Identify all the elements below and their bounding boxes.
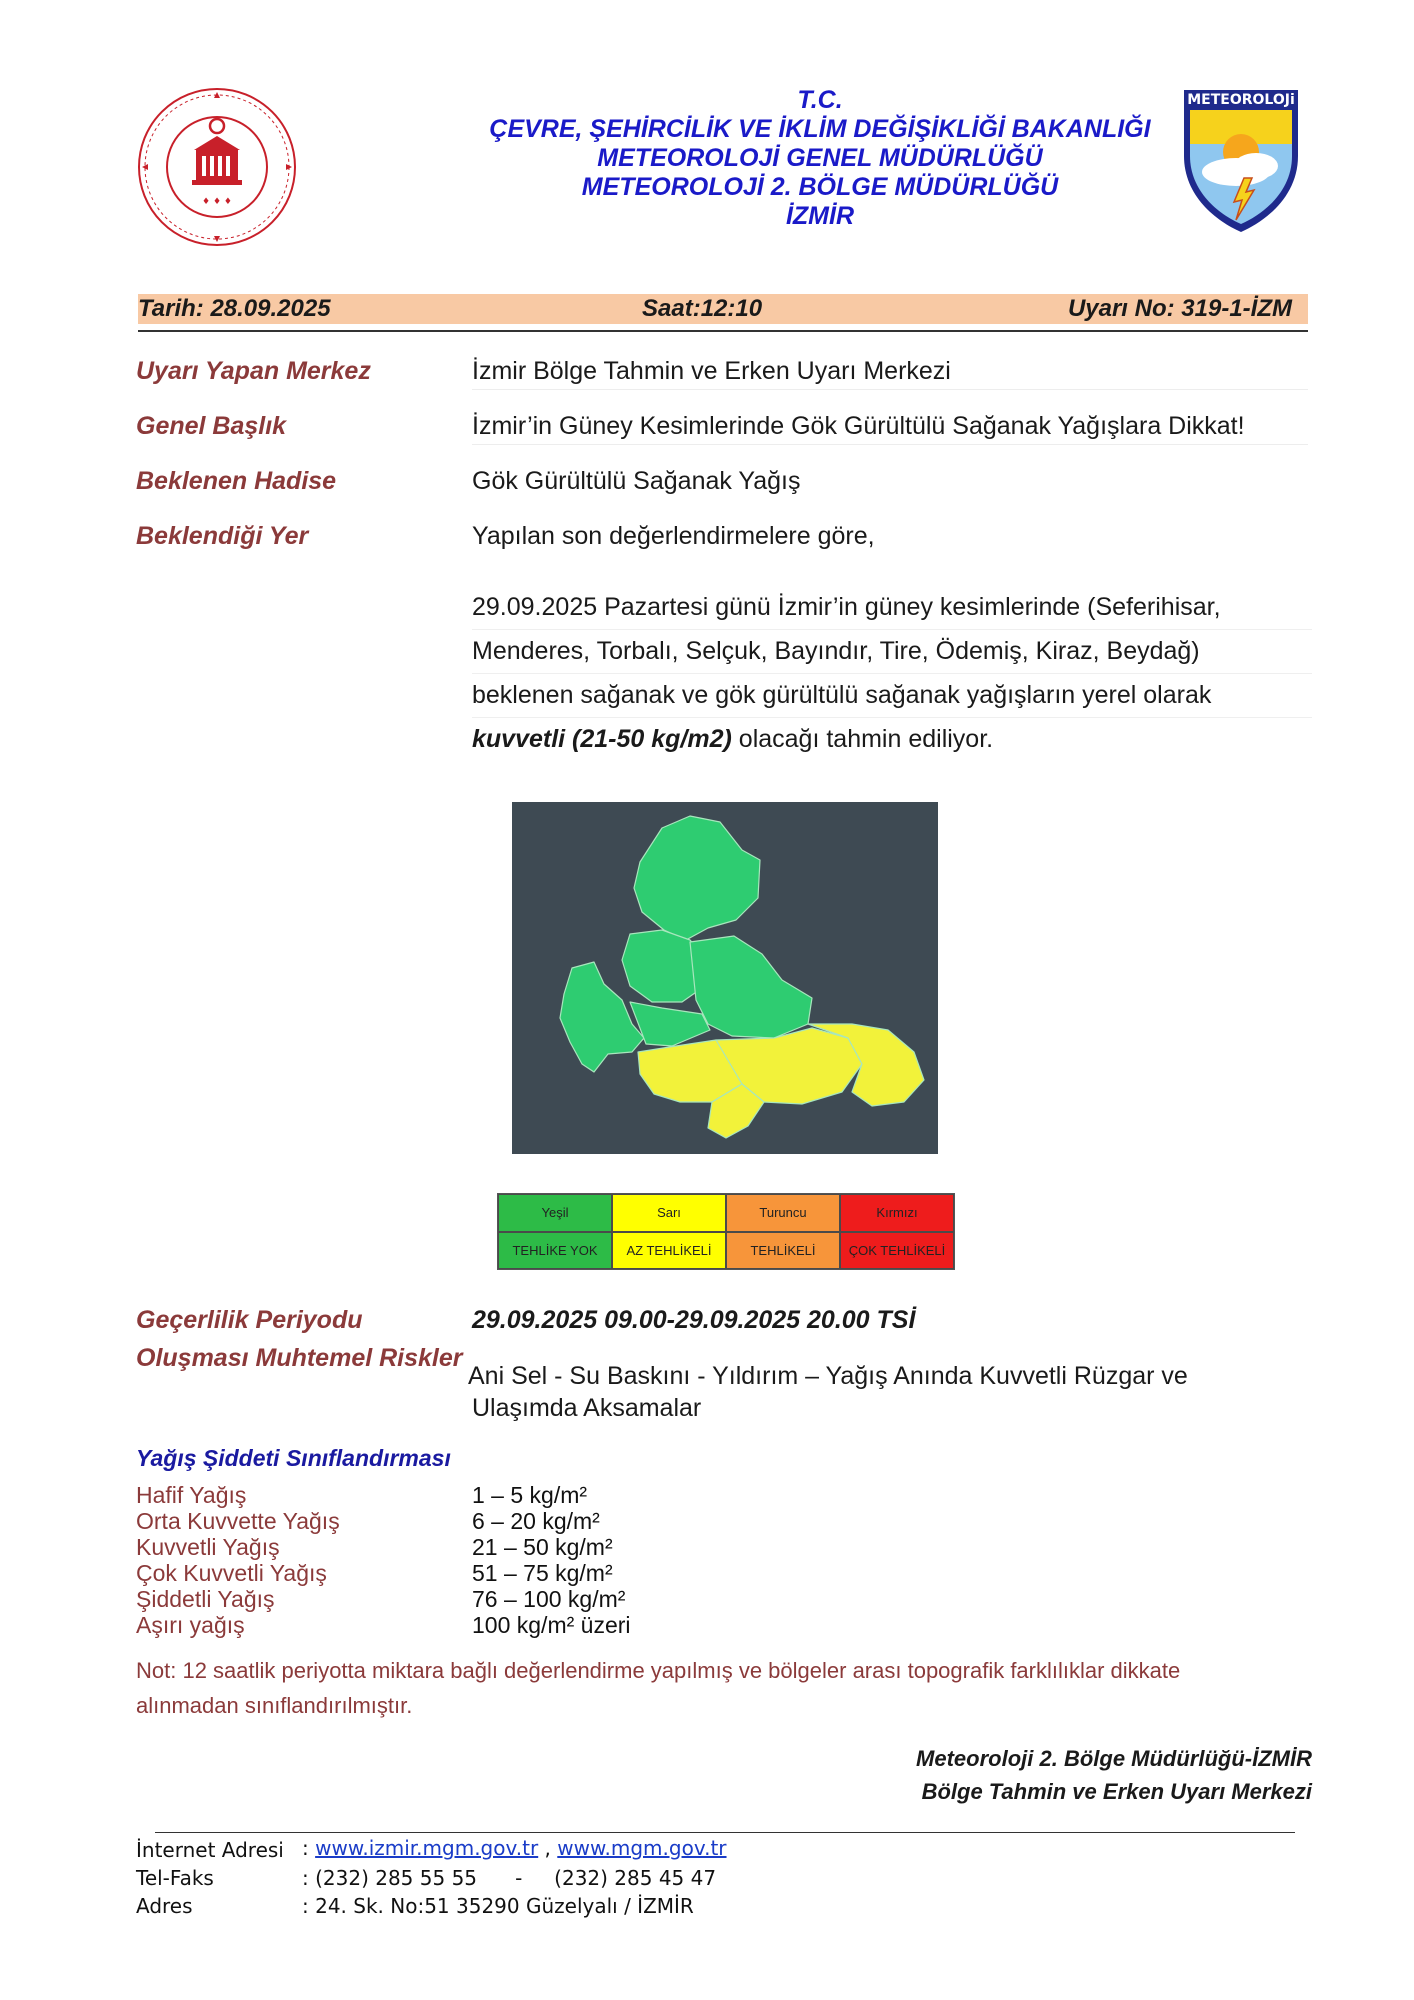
divider — [472, 444, 1308, 445]
signature-line: Meteoroloji 2. Bölge Müdürlüğü-İZMİR — [916, 1746, 1312, 1771]
classification-name: Kuvvetli Yağış — [136, 1534, 280, 1560]
event-value: Gök Gürültülü Sağanak Yağış — [472, 467, 801, 495]
svg-text:♦ ♦ ♦: ♦ ♦ ♦ — [202, 197, 232, 207]
address-label: Adres — [136, 1894, 193, 1918]
risks-label: Oluşması Muhtemel Riskler — [136, 1344, 463, 1372]
info-bar — [138, 294, 1308, 324]
classification-name: Şiddetli Yağış — [136, 1586, 275, 1612]
legend-yellow-label: Sarı — [612, 1194, 726, 1232]
validity-value: 29.09.2025 09.00-29.09.2025 20.00 TSİ — [472, 1306, 916, 1334]
header-tc: T.C. — [797, 86, 843, 114]
classification-value: 76 – 100 kg/m² — [472, 1586, 626, 1612]
risks-line: Ani Sel - Su Baskını - Yıldırım – Yağış Anında Kuvvetli Rüzgar ve — [468, 1362, 1188, 1390]
date-text: Tarih: 28.09.2025 — [138, 295, 331, 322]
classification-name: Hafif Yağış — [136, 1482, 247, 1508]
classification-value: 21 – 50 kg/m² — [472, 1534, 613, 1560]
legend-red-desc: ÇOK TEHLİKELİ — [840, 1232, 954, 1270]
time-text: Saat:12:10 — [642, 295, 763, 322]
classification-title: Yağış Şiddeti Sınıflandırması — [136, 1445, 451, 1471]
validity-label: Geçerlilik Periyodu — [136, 1306, 363, 1334]
description-line: Menderes, Torbalı, Selçuk, Bayındır, Tire, Ödemiş, Kiraz, Beydağ) — [472, 630, 1312, 674]
izmir-mgm-link[interactable]: www.izmir.mgm.gov.tr — [315, 1836, 539, 1860]
warning-map — [512, 802, 938, 1154]
description-line — [472, 718, 1312, 761]
warning-number: Uyarı No: 319-1-İZM — [1067, 295, 1292, 322]
header-city: İZMİR — [785, 202, 855, 230]
web-links — [302, 1836, 727, 1860]
header-ministry: ÇEVRE, ŞEHİRCİLİK VE İKLİM DEĞİŞİKLİĞİ BAKANLIĞI — [489, 115, 1151, 143]
map-region-central-east — [690, 936, 812, 1038]
tel-value: : (232) 285 55 55 - (232) 285 45 47 — [302, 1866, 717, 1890]
place-label: Beklendiği Yer — [136, 522, 309, 550]
center-label: Uyarı Yapan Merkez — [136, 357, 371, 385]
title-value: İzmir’in Güney Kesimlerinde Gök Gürültülü Sağanak Yağışlara Dikkat! — [472, 412, 1245, 440]
legend-orange-desc: TEHLİKELİ — [726, 1232, 840, 1270]
header-general-directorate: METEOROLOJİ GENEL MÜDÜRLÜĞÜ — [597, 144, 1043, 172]
mgm-link[interactable]: www.mgm.gov.tr — [557, 1836, 727, 1860]
classification-name: Çok Kuvvetli Yağış — [136, 1560, 327, 1586]
legend-green-desc: TEHLİKE YOK — [498, 1232, 612, 1270]
classification-value: 6 – 20 kg/m² — [472, 1508, 600, 1534]
classification-name: Aşırı yağış — [136, 1612, 245, 1638]
meteoroloji-logo — [1176, 86, 1306, 236]
web-prefix: : — [302, 1836, 316, 1860]
note-line: alınmadan sınıflandırılmıştır. — [136, 1693, 413, 1718]
hazard-legend — [497, 1193, 955, 1270]
map-region-north — [634, 816, 760, 940]
footer-divider — [155, 1832, 1295, 1833]
classification-value: 51 – 75 kg/m² — [472, 1560, 613, 1586]
description-paragraph — [472, 586, 1312, 761]
intensity-highlight: kuvvetli (21-50 kg/m2) — [472, 725, 732, 753]
description-line: 29.09.2025 Pazartesi günü İzmir’in güney kesimlerinde (Seferihisar, — [472, 586, 1312, 630]
title-label: Genel Başlık — [136, 412, 287, 440]
note-text — [136, 1653, 1316, 1723]
divider — [472, 389, 1308, 390]
legend-red-label: Kırmızı — [840, 1194, 954, 1232]
legend-orange-label: Turuncu — [726, 1194, 840, 1232]
web-label: İnternet Adresi — [136, 1838, 284, 1862]
classification-value: 100 kg/m² üzeri — [472, 1612, 631, 1638]
tel-label: Tel-Faks — [136, 1866, 214, 1890]
legend-yellow-desc: AZ TEHLİKELİ — [612, 1232, 726, 1270]
izmir-district-map — [512, 802, 938, 1154]
signature-line: Bölge Tahmin ve Erken Uyarı Merkezi — [921, 1779, 1312, 1804]
info-bar-divider — [138, 330, 1308, 332]
description-line: beklenen sağanak ve gök gürültülü sağanak yağışların yerel olarak — [472, 674, 1312, 718]
risks-line: Ulaşımda Aksamalar — [472, 1394, 702, 1422]
web-separator: , — [538, 1836, 558, 1860]
address-value: : 24. Sk. No:51 35290 Güzelyalı / İZMİR — [302, 1894, 694, 1918]
header-regional-directorate: METEOROLOJİ 2. BÖLGE MÜDÜRLÜĞÜ — [581, 173, 1059, 201]
note-line: Not: 12 saatlik periyotta miktara bağlı değerlendirme yapılmış ve bölgeler arası topografik farklılıklar dikkate — [136, 1658, 1181, 1683]
classification-name: Orta Kuvvette Yağış — [136, 1508, 340, 1534]
description-tail: olacağı tahmin ediliyor. — [731, 725, 994, 753]
center-value: İzmir Bölge Tahmin ve Erken Uyarı Merkezi — [472, 357, 951, 385]
place-value: Yapılan son değerlendirmelere göre, — [472, 522, 875, 550]
logo-text: METEOROLOJi — [1187, 92, 1295, 108]
classification-value: 1 – 5 kg/m² — [472, 1482, 588, 1508]
event-label: Beklenen Hadise — [136, 467, 337, 495]
ministry-seal-logo — [136, 86, 298, 248]
legend-green-label: Yeşil — [498, 1194, 612, 1232]
